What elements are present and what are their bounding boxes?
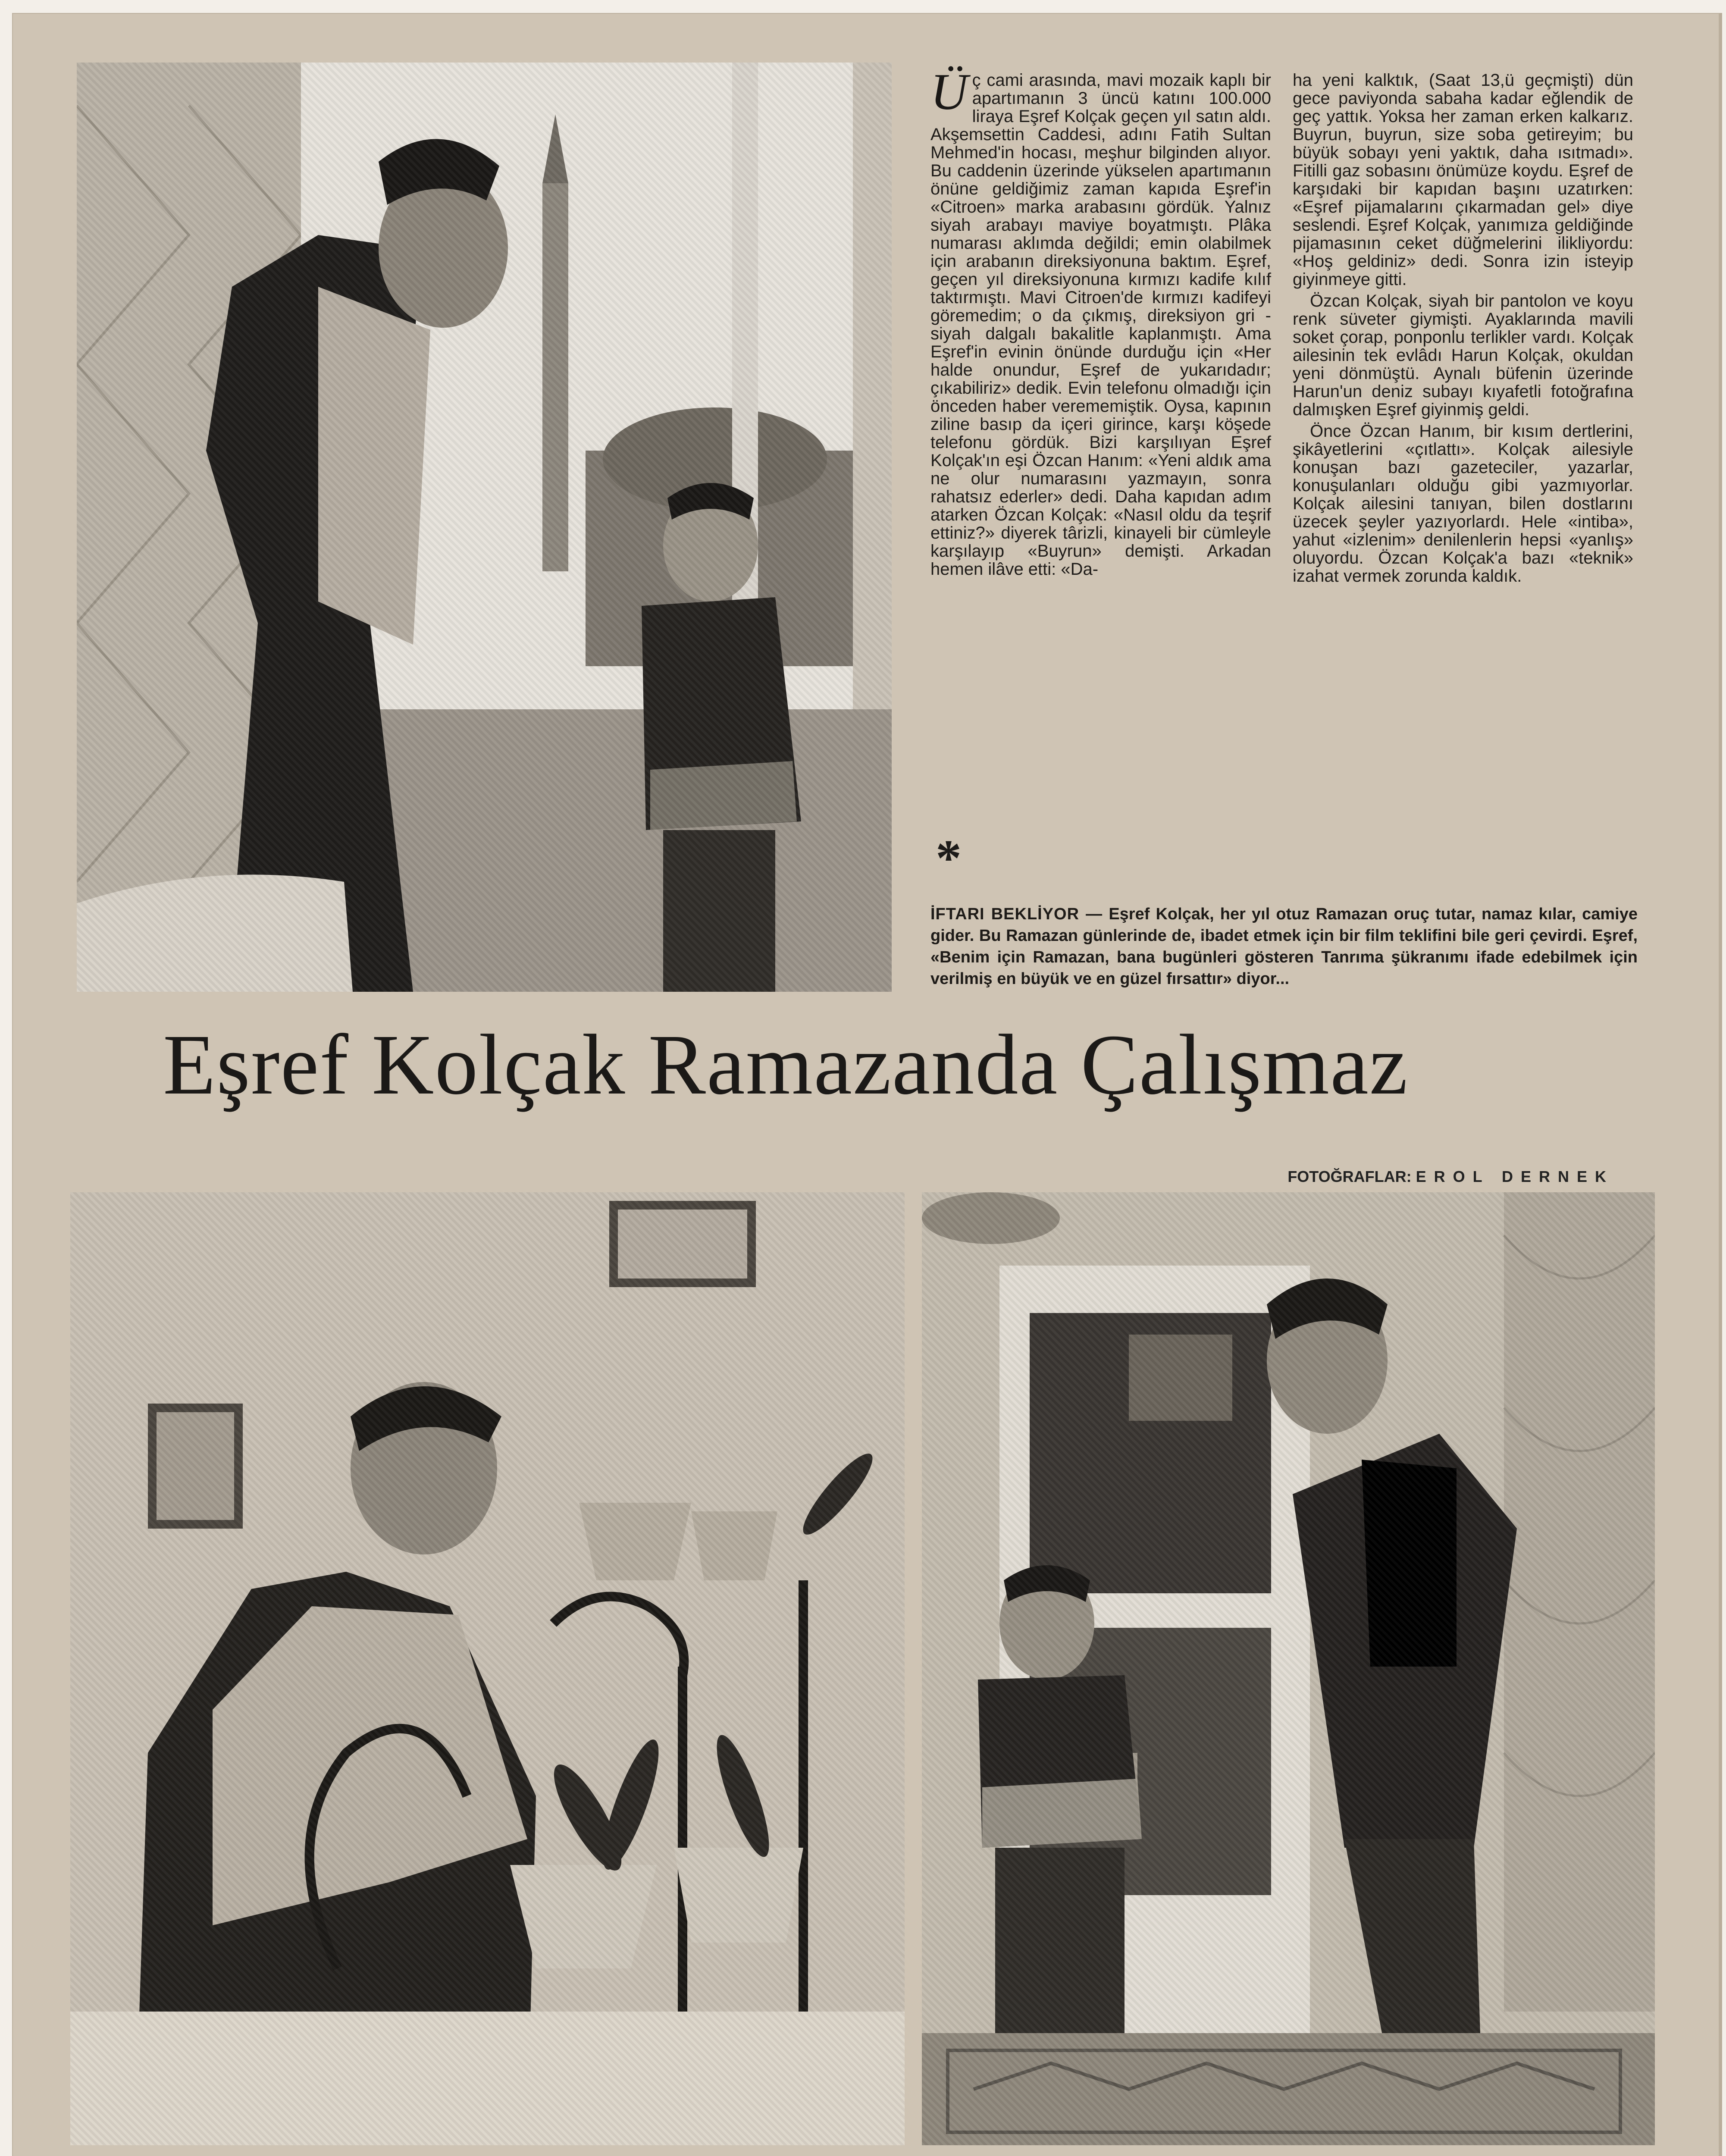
photo-credit-name: EROL DERNEK — [1416, 1168, 1614, 1185]
caption-iftar — [930, 903, 1638, 990]
article-paragraph: ha yeni kalktık, (Saat 13,ü geçmişti) dün gece paviyonda sabaha kadar eğlendik de geç yattık. Yoksa her zaman erken kalkarız. Buyrun, buyrun, size soba getireyim; bu büyük sobayı yeni yaktık, daha ısıtmadı». Fitilli gaz sobasını önümüze koydu. Eşref de karşıdaki bir kapıdan başını uzatırken: «Eşref pijamalarını çıkarmadan gel» diye seslendi. Eşref Kolçak, yanımıza geldiğinde pijamasının ceket düğmelerini ilikliyordu: «Hoş geldiniz» dedi. Sonra izin isteyip giyinmeye gitti. — [1293, 71, 1633, 289]
article-paragraph: Önce Özcan Hanım, bir kısım dertlerini, şikâyetlerini «çıtlattı». Kolçak ailesiyle konuşan bazı gazeteciler, yazarlar, konuşulanları olduğu gibi yazmıyorlar. Kolçak ailesini tanıyan, bilen dostlarını üzecek şeyler yazıyorlardı. Hele «intiba», yahut «izlenim» denilenlerin hepsi «yanlış» oluyordu. Özcan Kolçak'a bazı «teknik» izahat vermek zorunda kaldık. — [1293, 422, 1633, 586]
article-text-column-1 — [930, 63, 1271, 839]
article-text-column-2 — [1293, 71, 1633, 839]
section-asterisk: * — [936, 829, 962, 887]
article-paragraph: Özcan Kolçak, siyah bir pantolon ve koyu renk süveter giymişti. Ayaklarında mavili soket çorap, ponponlu terlikler vardı. Kolçak ailesinin tek evlâdı Harun Kolçak, okuldan yeni dönmüştü. Aynalı büfenin üzerinde Harun'un deniz subayı kıyafetli fotoğrafına dalmışken Eşref giyinmiş geldi. — [1293, 291, 1633, 419]
magazine-page — [12, 13, 1722, 2156]
headline: Eşref Kolçak Ramazanda Çalışmaz — [163, 1017, 1409, 1112]
photo-refrigerator — [922, 1192, 1655, 2145]
photo-credit-label: FOTOĞRAFLAR: — [1287, 1168, 1412, 1185]
article-paragraph: Üç cami arasında, mavi mozaik kaplı bir apartımanın 3 üncü katını 100.000 liraya Eşref Kolçak geçen yıl satın aldı. Akşemsettin Caddesi, adını Fatih Sultan Mehmed'in hocası, meşhur bilginden alıyor. Bu caddenin üzerinde yükselen apartımanın önüne geldiğimiz zaman kapıda Eşref'in «Citroen» marka arabasını gördük. Yalnız siyah arabayı maviye boyatmıştı. Plâka numarası aklımda değildi; emin olabilmek için arabanın direksiyonuna baktım. Eşref, geçen yıl direksiyonuna kırmızı kadife kılıf taktırmıştı. Mavi Citroen'de kırmızı kadifeyi göremedim; o da çıkmış, direksiyon gri - siyah dalgalı bakalitle kaplanmıştı. Ama Eşref'in evinin önünde durduğu için «Her halde onundur, Eşref de yukarıdadır; çıkabiliriz» dedik. Evin telefonu olmadığı için önceden haber verememiştik. Oysa, kapının ziline basıp da içeri girince, karşı köşede telefonu gördük. Bizi karşılıyan Eşref Kolçak'ın eşi Özcan Hanım: «Yeni aldık ama ne olur numarasını yazmayın, sonra rahatsız ederler» dedi. Daha kapıdan adım atarken Özcan Kolçak: «Nasıl oldu da teşrif ettiniz?» diyerek târizli, kinayeli bir cümleyle karşılayıp «Buyrun» demişti. Arkadan hemen ilâve etti: «Da- — [930, 63, 1271, 579]
caption-lead: İFTARI BEKLİYOR — — [930, 905, 1103, 923]
caption-text: Eşref Kolçak, her yıl otuz Ramazan oruç tutar, namaz kılar, camiye gider. Bu Ramazan günlerinde de, ibadet etmek için bir film teklifini bile geri çevirdi. Eşref, «Benim için Ramazan, bana bugünleri gösteren Tanrıma şükranımı ifade edebilmek için verilmiş en büyük ve en güzel fırsattır» diyor... — [930, 905, 1638, 988]
window-scene-illustration — [77, 63, 892, 992]
photo-top-window — [77, 63, 892, 992]
kitchen-scene-illustration — [70, 1192, 905, 2145]
dropcap-letter: Ü — [930, 63, 968, 120]
refrigerator-scene-illustration — [922, 1192, 1655, 2145]
photo-kitchen-flowers — [70, 1192, 905, 2145]
photo-credit — [1287, 1168, 1614, 1186]
